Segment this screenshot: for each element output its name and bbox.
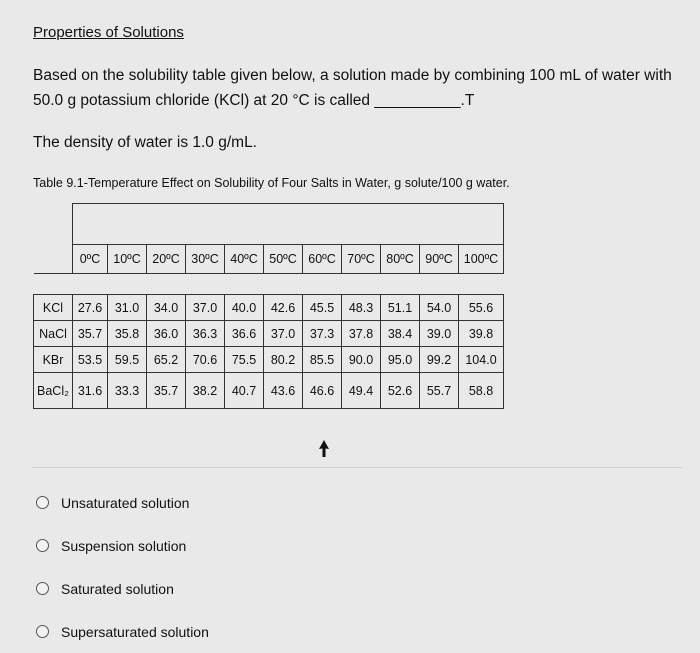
table-cell: 104.0	[459, 347, 504, 373]
table-cell: 33.3	[108, 373, 147, 409]
option-label: Supersaturated solution	[61, 623, 209, 640]
option-unsaturated[interactable]	[36, 481, 209, 524]
table-cell: 58.8	[459, 373, 504, 409]
table-cell: 59.5	[108, 347, 147, 373]
option-label: Suspension solution	[61, 537, 187, 554]
table-cell: 35.7	[73, 321, 108, 347]
header-cell: 30ºC	[186, 245, 225, 274]
salt-name: BaCl₂	[34, 373, 73, 409]
table-cell: 54.0	[420, 295, 459, 321]
density-note: The density of water is 1.0 g/mL.	[33, 134, 257, 151]
table-cell: 65.2	[147, 347, 186, 373]
table-cell: 53.5	[73, 347, 108, 373]
header-cell: 100ºC	[459, 245, 504, 274]
table-cell: 49.4	[342, 373, 381, 409]
table-cell: 31.0	[108, 295, 147, 321]
salt-name: NaCl	[34, 321, 73, 347]
table-cell: 37.8	[342, 321, 381, 347]
table-row	[34, 347, 504, 373]
table-row	[34, 373, 504, 409]
option-label: Saturated solution	[61, 580, 174, 597]
table-cell: 55.7	[420, 373, 459, 409]
table-cell: 95.0	[381, 347, 420, 373]
table-cell: 35.7	[147, 373, 186, 409]
table-corner-blank	[34, 245, 73, 274]
table-cell: 51.1	[381, 295, 420, 321]
table-cell: 37.0	[186, 295, 225, 321]
table-cell: 46.6	[303, 373, 342, 409]
header-cell: 80ºC	[381, 245, 420, 274]
radio-button[interactable]	[36, 625, 49, 638]
header-cell: 0ºC	[73, 245, 108, 274]
table-cell: 39.0	[420, 321, 459, 347]
table-cell: 80.2	[264, 347, 303, 373]
option-supersaturated[interactable]	[36, 610, 209, 653]
table-cell: 39.8	[459, 321, 504, 347]
table-header-row	[34, 245, 504, 274]
table-cell: 36.3	[186, 321, 225, 347]
table-corner-blank	[34, 204, 73, 245]
header-cell: 70ºC	[342, 245, 381, 274]
table-cell: 43.6	[264, 373, 303, 409]
table-cell: 31.6	[73, 373, 108, 409]
table-cell: 52.6	[381, 373, 420, 409]
section-title: Properties of Solutions	[33, 24, 184, 41]
divider	[32, 467, 682, 468]
header-cell: 20ºC	[147, 245, 186, 274]
option-label: Unsaturated solution	[61, 494, 190, 511]
table-cell: 48.3	[342, 295, 381, 321]
table-gap-cell	[34, 274, 504, 295]
table-caption: Table 9.1-Temperature Effect on Solubility of Four Salts in Water, g solute/100 g water.	[33, 176, 510, 190]
solubility-table	[33, 203, 504, 409]
table-cell: 40.7	[225, 373, 264, 409]
table-cell: 75.5	[225, 347, 264, 373]
answer-options	[36, 481, 209, 653]
table-top-area	[73, 204, 504, 245]
salt-name: KCl	[34, 295, 73, 321]
table-cell: 34.0	[147, 295, 186, 321]
table-cell: 45.5	[303, 295, 342, 321]
table-cell: 99.2	[420, 347, 459, 373]
table-cell: 90.0	[342, 347, 381, 373]
question-text: Based on the solubility table given below, a solution made by combining 100 mL of water with 50.0 g potassium chloride (KCl) at 20 °C is called __________.T	[33, 67, 672, 109]
header-cell: 10ºC	[108, 245, 147, 274]
radio-button[interactable]	[36, 582, 49, 595]
header-cell: 50ºC	[264, 245, 303, 274]
radio-button[interactable]	[36, 496, 49, 509]
table-top-spacer	[34, 204, 504, 245]
table-cell: 37.0	[264, 321, 303, 347]
mouse-cursor-icon	[318, 440, 332, 458]
table-cell: 40.0	[225, 295, 264, 321]
table-gap-row	[34, 274, 504, 295]
table-cell: 35.8	[108, 321, 147, 347]
salt-name: KBr	[34, 347, 73, 373]
table-cell: 38.2	[186, 373, 225, 409]
table-cell: 36.0	[147, 321, 186, 347]
header-cell: 60ºC	[303, 245, 342, 274]
table-cell: 27.6	[73, 295, 108, 321]
table-cell: 38.4	[381, 321, 420, 347]
table-row	[34, 295, 504, 321]
table-row	[34, 321, 504, 347]
table-cell: 55.6	[459, 295, 504, 321]
option-suspension[interactable]	[36, 524, 209, 567]
table-cell: 70.6	[186, 347, 225, 373]
header-cell: 40ºC	[225, 245, 264, 274]
table-cell: 85.5	[303, 347, 342, 373]
table-cell: 37.3	[303, 321, 342, 347]
table-cell: 42.6	[264, 295, 303, 321]
table-cell: 36.6	[225, 321, 264, 347]
header-cell: 90ºC	[420, 245, 459, 274]
radio-button[interactable]	[36, 539, 49, 552]
option-saturated[interactable]	[36, 567, 209, 610]
